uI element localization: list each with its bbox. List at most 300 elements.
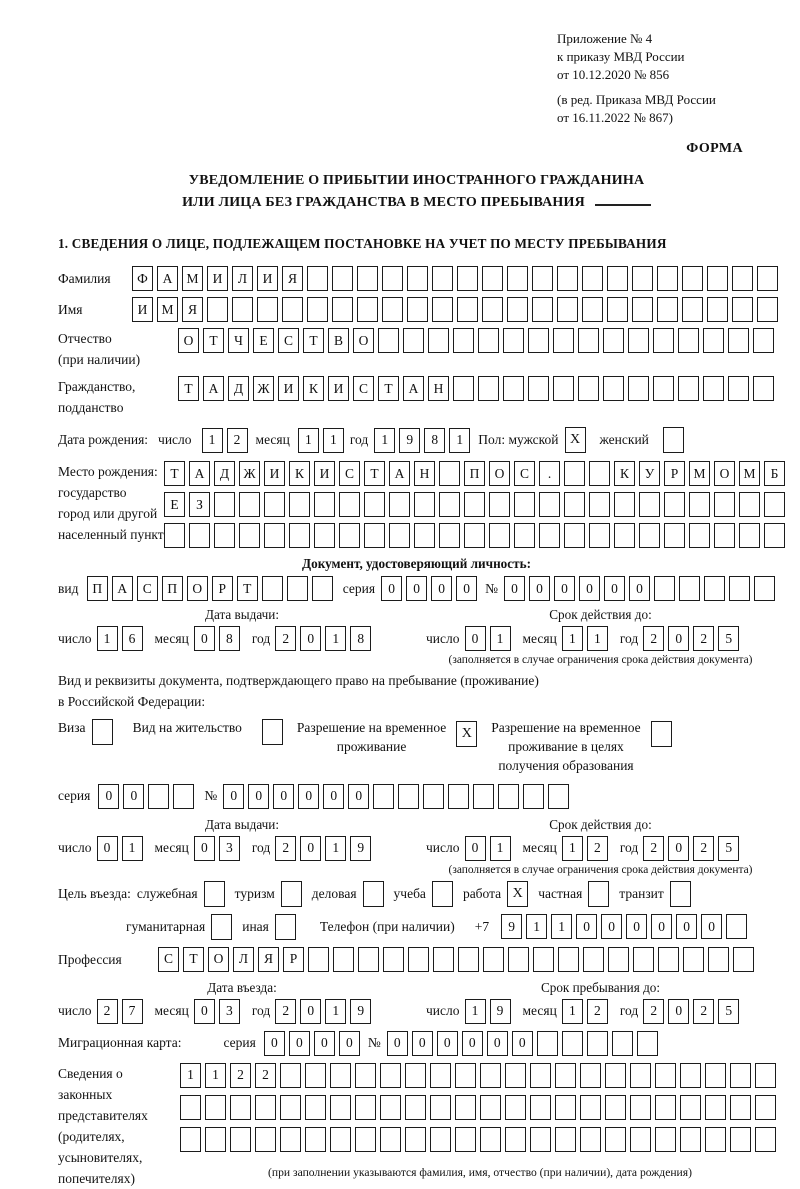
char-cell[interactable]: [580, 1063, 601, 1088]
char-cell[interactable]: 2: [643, 836, 664, 861]
char-cell[interactable]: И: [132, 297, 153, 322]
char-cell[interactable]: [539, 523, 560, 548]
char-cell[interactable]: [730, 1127, 751, 1152]
char-cell[interactable]: [764, 523, 785, 548]
char-cell[interactable]: [755, 1095, 776, 1120]
char-cell[interactable]: [287, 576, 308, 601]
char-cell[interactable]: [407, 297, 428, 322]
char-cell[interactable]: [378, 328, 399, 353]
char-cell[interactable]: [307, 297, 328, 322]
char-cell[interactable]: [305, 1127, 326, 1152]
char-cell[interactable]: П: [464, 461, 485, 486]
char-cell[interactable]: [403, 328, 424, 353]
char-cell[interactable]: [255, 1095, 276, 1120]
char-cell[interactable]: У: [639, 461, 660, 486]
char-cell[interactable]: [729, 576, 750, 601]
char-cell[interactable]: [653, 376, 674, 401]
char-cell[interactable]: [355, 1063, 376, 1088]
char-cell[interactable]: [380, 1127, 401, 1152]
char-cell[interactable]: [714, 523, 735, 548]
char-cell[interactable]: [314, 523, 335, 548]
char-cell[interactable]: А: [389, 461, 410, 486]
char-cell[interactable]: 1: [562, 836, 583, 861]
char-cell[interactable]: [308, 947, 329, 972]
purpose-business-checkbox[interactable]: [363, 881, 384, 907]
char-cell[interactable]: 2: [693, 836, 714, 861]
char-cell[interactable]: 8: [424, 428, 445, 453]
char-cell[interactable]: [703, 328, 724, 353]
char-cell[interactable]: [730, 1095, 751, 1120]
char-cell[interactable]: В: [328, 328, 349, 353]
char-cell[interactable]: Р: [664, 461, 685, 486]
char-cell[interactable]: [262, 576, 283, 601]
char-cell[interactable]: Н: [428, 376, 449, 401]
char-cell[interactable]: К: [614, 461, 635, 486]
char-cell[interactable]: 0: [437, 1031, 458, 1056]
char-cell[interactable]: 2: [693, 626, 714, 651]
char-cell[interactable]: М: [689, 461, 710, 486]
char-cell[interactable]: [607, 297, 628, 322]
char-cell[interactable]: 0: [504, 576, 525, 601]
char-cell[interactable]: [514, 492, 535, 517]
char-cell[interactable]: 0: [406, 576, 427, 601]
char-cell[interactable]: 1: [562, 999, 583, 1024]
char-cell[interactable]: [639, 523, 660, 548]
char-cell[interactable]: 0: [339, 1031, 360, 1056]
char-cell[interactable]: И: [207, 266, 228, 291]
char-cell[interactable]: [332, 297, 353, 322]
char-cell[interactable]: [707, 297, 728, 322]
char-cell[interactable]: [414, 523, 435, 548]
char-cell[interactable]: [357, 297, 378, 322]
char-cell[interactable]: [582, 266, 603, 291]
purpose-other-checkbox[interactable]: [275, 914, 296, 940]
char-cell[interactable]: [405, 1063, 426, 1088]
char-cell[interactable]: [357, 266, 378, 291]
char-cell[interactable]: Т: [164, 461, 185, 486]
char-cell[interactable]: [757, 266, 778, 291]
char-cell[interactable]: [553, 328, 574, 353]
char-cell[interactable]: 1: [374, 428, 395, 453]
char-cell[interactable]: 0: [387, 1031, 408, 1056]
char-cell[interactable]: [478, 328, 499, 353]
char-cell[interactable]: [732, 297, 753, 322]
residence-permit-checkbox[interactable]: [262, 719, 283, 745]
char-cell[interactable]: 1: [122, 836, 143, 861]
char-cell[interactable]: [433, 947, 454, 972]
char-cell[interactable]: 6: [122, 626, 143, 651]
char-cell[interactable]: [507, 266, 528, 291]
char-cell[interactable]: 1: [526, 914, 547, 939]
char-cell[interactable]: [180, 1095, 201, 1120]
char-cell[interactable]: [439, 461, 460, 486]
char-cell[interactable]: [432, 297, 453, 322]
char-cell[interactable]: 0: [264, 1031, 285, 1056]
char-cell[interactable]: 0: [601, 914, 622, 939]
char-cell[interactable]: [439, 492, 460, 517]
char-cell[interactable]: [680, 1095, 701, 1120]
char-cell[interactable]: [214, 492, 235, 517]
char-cell[interactable]: [482, 266, 503, 291]
char-cell[interactable]: [637, 1031, 658, 1056]
char-cell[interactable]: [603, 376, 624, 401]
char-cell[interactable]: [679, 576, 700, 601]
char-cell[interactable]: [587, 1031, 608, 1056]
char-cell[interactable]: 0: [248, 784, 269, 809]
char-cell[interactable]: Т: [178, 376, 199, 401]
char-cell[interactable]: 0: [604, 576, 625, 601]
char-cell[interactable]: 0: [626, 914, 647, 939]
char-cell[interactable]: [239, 523, 260, 548]
char-cell[interactable]: 2: [230, 1063, 251, 1088]
char-cell[interactable]: [726, 914, 747, 939]
char-cell[interactable]: [739, 492, 760, 517]
char-cell[interactable]: [205, 1127, 226, 1152]
char-cell[interactable]: 5: [718, 999, 739, 1024]
char-cell[interactable]: Я: [282, 266, 303, 291]
char-cell[interactable]: [314, 492, 335, 517]
char-cell[interactable]: 0: [300, 626, 321, 651]
char-cell[interactable]: [689, 492, 710, 517]
char-cell[interactable]: [689, 523, 710, 548]
char-cell[interactable]: [583, 947, 604, 972]
char-cell[interactable]: [330, 1063, 351, 1088]
char-cell[interactable]: [655, 1063, 676, 1088]
char-cell[interactable]: [480, 1095, 501, 1120]
char-cell[interactable]: [548, 784, 569, 809]
char-cell[interactable]: 9: [350, 999, 371, 1024]
char-cell[interactable]: [632, 297, 653, 322]
char-cell[interactable]: [632, 266, 653, 291]
char-cell[interactable]: [289, 492, 310, 517]
char-cell[interactable]: С: [339, 461, 360, 486]
char-cell[interactable]: [580, 1095, 601, 1120]
char-cell[interactable]: [557, 297, 578, 322]
char-cell[interactable]: [605, 1063, 626, 1088]
char-cell[interactable]: [537, 1031, 558, 1056]
char-cell[interactable]: [503, 376, 524, 401]
char-cell[interactable]: 0: [98, 784, 119, 809]
char-cell[interactable]: 0: [579, 576, 600, 601]
char-cell[interactable]: [580, 1127, 601, 1152]
char-cell[interactable]: [432, 266, 453, 291]
char-cell[interactable]: [505, 1127, 526, 1152]
char-cell[interactable]: [473, 784, 494, 809]
char-cell[interactable]: [364, 523, 385, 548]
char-cell[interactable]: [530, 1127, 551, 1152]
char-cell[interactable]: [682, 266, 703, 291]
char-cell[interactable]: [405, 1095, 426, 1120]
char-cell[interactable]: [205, 1095, 226, 1120]
char-cell[interactable]: Ж: [239, 461, 260, 486]
char-cell[interactable]: [714, 492, 735, 517]
char-cell[interactable]: 1: [551, 914, 572, 939]
char-cell[interactable]: [705, 1063, 726, 1088]
char-cell[interactable]: 3: [219, 836, 240, 861]
char-cell[interactable]: 0: [668, 836, 689, 861]
char-cell[interactable]: [382, 297, 403, 322]
char-cell[interactable]: [507, 297, 528, 322]
char-cell[interactable]: [380, 1063, 401, 1088]
char-cell[interactable]: [330, 1095, 351, 1120]
char-cell[interactable]: [589, 492, 610, 517]
char-cell[interactable]: [480, 1127, 501, 1152]
char-cell[interactable]: [628, 376, 649, 401]
char-cell[interactable]: 0: [123, 784, 144, 809]
char-cell[interactable]: 8: [219, 626, 240, 651]
char-cell[interactable]: 3: [219, 999, 240, 1024]
char-cell[interactable]: [505, 1095, 526, 1120]
char-cell[interactable]: [307, 266, 328, 291]
char-cell[interactable]: 2: [693, 999, 714, 1024]
char-cell[interactable]: [264, 523, 285, 548]
char-cell[interactable]: 7: [122, 999, 143, 1024]
char-cell[interactable]: [282, 297, 303, 322]
char-cell[interactable]: [382, 266, 403, 291]
char-cell[interactable]: [589, 461, 610, 486]
char-cell[interactable]: [680, 1127, 701, 1152]
char-cell[interactable]: Т: [303, 328, 324, 353]
char-cell[interactable]: [330, 1127, 351, 1152]
char-cell[interactable]: Т: [237, 576, 258, 601]
char-cell[interactable]: [639, 492, 660, 517]
char-cell[interactable]: [358, 947, 379, 972]
char-cell[interactable]: [630, 1127, 651, 1152]
char-cell[interactable]: С: [353, 376, 374, 401]
sex-female-checkbox[interactable]: [663, 427, 684, 453]
char-cell[interactable]: [680, 1063, 701, 1088]
char-cell[interactable]: [380, 1095, 401, 1120]
char-cell[interactable]: [733, 947, 754, 972]
char-cell[interactable]: Д: [214, 461, 235, 486]
char-cell[interactable]: Е: [253, 328, 274, 353]
char-cell[interactable]: М: [157, 297, 178, 322]
char-cell[interactable]: А: [189, 461, 210, 486]
char-cell[interactable]: [704, 576, 725, 601]
char-cell[interactable]: [389, 523, 410, 548]
char-cell[interactable]: [562, 1031, 583, 1056]
char-cell[interactable]: [173, 784, 194, 809]
char-cell[interactable]: 0: [298, 784, 319, 809]
char-cell[interactable]: [289, 523, 310, 548]
char-cell[interactable]: 1: [562, 626, 583, 651]
char-cell[interactable]: [655, 1127, 676, 1152]
char-cell[interactable]: [678, 376, 699, 401]
char-cell[interactable]: [453, 328, 474, 353]
char-cell[interactable]: [564, 523, 585, 548]
char-cell[interactable]: 0: [314, 1031, 335, 1056]
purpose-work-checkbox[interactable]: X: [507, 881, 528, 907]
char-cell[interactable]: [505, 1063, 526, 1088]
char-cell[interactable]: Л: [233, 947, 254, 972]
char-cell[interactable]: И: [314, 461, 335, 486]
char-cell[interactable]: [558, 947, 579, 972]
char-cell[interactable]: [305, 1095, 326, 1120]
char-cell[interactable]: И: [328, 376, 349, 401]
char-cell[interactable]: [239, 492, 260, 517]
char-cell[interactable]: А: [403, 376, 424, 401]
char-cell[interactable]: [389, 492, 410, 517]
char-cell[interactable]: 0: [323, 784, 344, 809]
char-cell[interactable]: [608, 947, 629, 972]
char-cell[interactable]: 2: [227, 428, 248, 453]
char-cell[interactable]: [630, 1095, 651, 1120]
char-cell[interactable]: Р: [212, 576, 233, 601]
char-cell[interactable]: [508, 947, 529, 972]
char-cell[interactable]: [530, 1095, 551, 1120]
char-cell[interactable]: 2: [275, 999, 296, 1024]
char-cell[interactable]: [555, 1063, 576, 1088]
char-cell[interactable]: [439, 523, 460, 548]
char-cell[interactable]: [705, 1095, 726, 1120]
char-cell[interactable]: [739, 523, 760, 548]
char-cell[interactable]: 0: [194, 999, 215, 1024]
char-cell[interactable]: [483, 947, 504, 972]
char-cell[interactable]: [257, 297, 278, 322]
char-cell[interactable]: 0: [701, 914, 722, 939]
char-cell[interactable]: П: [162, 576, 183, 601]
char-cell[interactable]: 1: [325, 626, 346, 651]
char-cell[interactable]: 0: [97, 836, 118, 861]
char-cell[interactable]: 0: [289, 1031, 310, 1056]
char-cell[interactable]: Ч: [228, 328, 249, 353]
char-cell[interactable]: С: [158, 947, 179, 972]
purpose-private-checkbox[interactable]: [588, 881, 609, 907]
char-cell[interactable]: 0: [381, 576, 402, 601]
char-cell[interactable]: [383, 947, 404, 972]
char-cell[interactable]: [612, 1031, 633, 1056]
char-cell[interactable]: О: [178, 328, 199, 353]
visa-checkbox[interactable]: [92, 719, 113, 745]
char-cell[interactable]: [655, 1095, 676, 1120]
char-cell[interactable]: С: [278, 328, 299, 353]
char-cell[interactable]: [603, 328, 624, 353]
char-cell[interactable]: [708, 947, 729, 972]
char-cell[interactable]: [164, 523, 185, 548]
char-cell[interactable]: Т: [203, 328, 224, 353]
char-cell[interactable]: 2: [587, 999, 608, 1024]
char-cell[interactable]: [728, 328, 749, 353]
char-cell[interactable]: [614, 523, 635, 548]
char-cell[interactable]: [312, 576, 333, 601]
char-cell[interactable]: [732, 266, 753, 291]
char-cell[interactable]: Р: [283, 947, 304, 972]
char-cell[interactable]: 1: [325, 836, 346, 861]
char-cell[interactable]: 0: [651, 914, 672, 939]
char-cell[interactable]: [614, 492, 635, 517]
char-cell[interactable]: [453, 376, 474, 401]
char-cell[interactable]: 0: [529, 576, 550, 601]
char-cell[interactable]: [355, 1127, 376, 1152]
char-cell[interactable]: 1: [449, 428, 470, 453]
char-cell[interactable]: З: [189, 492, 210, 517]
char-cell[interactable]: 0: [512, 1031, 533, 1056]
char-cell[interactable]: [607, 266, 628, 291]
char-cell[interactable]: 9: [501, 914, 522, 939]
char-cell[interactable]: С: [137, 576, 158, 601]
char-cell[interactable]: Ф: [132, 266, 153, 291]
char-cell[interactable]: [582, 297, 603, 322]
char-cell[interactable]: [189, 523, 210, 548]
char-cell[interactable]: 0: [629, 576, 650, 601]
char-cell[interactable]: [455, 1063, 476, 1088]
char-cell[interactable]: [373, 784, 394, 809]
char-cell[interactable]: [755, 1127, 776, 1152]
char-cell[interactable]: [557, 266, 578, 291]
char-cell[interactable]: [528, 328, 549, 353]
char-cell[interactable]: [428, 328, 449, 353]
char-cell[interactable]: [605, 1127, 626, 1152]
char-cell[interactable]: [730, 1063, 751, 1088]
char-cell[interactable]: 1: [490, 626, 511, 651]
char-cell[interactable]: Ж: [253, 376, 274, 401]
char-cell[interactable]: М: [182, 266, 203, 291]
char-cell[interactable]: [654, 576, 675, 601]
char-cell[interactable]: 0: [554, 576, 575, 601]
char-cell[interactable]: И: [278, 376, 299, 401]
char-cell[interactable]: 1: [587, 626, 608, 651]
char-cell[interactable]: 0: [465, 626, 486, 651]
char-cell[interactable]: [589, 523, 610, 548]
char-cell[interactable]: 2: [643, 626, 664, 651]
char-cell[interactable]: [564, 461, 585, 486]
char-cell[interactable]: 9: [490, 999, 511, 1024]
char-cell[interactable]: Л: [232, 266, 253, 291]
char-cell[interactable]: [757, 297, 778, 322]
char-cell[interactable]: 1: [323, 428, 344, 453]
char-cell[interactable]: 0: [431, 576, 452, 601]
char-cell[interactable]: 0: [300, 999, 321, 1024]
char-cell[interactable]: [339, 523, 360, 548]
char-cell[interactable]: [564, 492, 585, 517]
char-cell[interactable]: [264, 492, 285, 517]
purpose-tourism-checkbox[interactable]: [281, 881, 302, 907]
char-cell[interactable]: 1: [205, 1063, 226, 1088]
char-cell[interactable]: [408, 947, 429, 972]
char-cell[interactable]: Я: [258, 947, 279, 972]
char-cell[interactable]: [355, 1095, 376, 1120]
char-cell[interactable]: [514, 523, 535, 548]
char-cell[interactable]: [255, 1127, 276, 1152]
char-cell[interactable]: К: [289, 461, 310, 486]
char-cell[interactable]: [280, 1095, 301, 1120]
char-cell[interactable]: 1: [298, 428, 319, 453]
char-cell[interactable]: 2: [643, 999, 664, 1024]
purpose-transit-checkbox[interactable]: [670, 881, 691, 907]
char-cell[interactable]: [464, 523, 485, 548]
char-cell[interactable]: 5: [718, 626, 739, 651]
char-cell[interactable]: 0: [576, 914, 597, 939]
char-cell[interactable]: [230, 1127, 251, 1152]
char-cell[interactable]: [533, 947, 554, 972]
char-cell[interactable]: М: [739, 461, 760, 486]
char-cell[interactable]: 0: [462, 1031, 483, 1056]
char-cell[interactable]: [532, 266, 553, 291]
char-cell[interactable]: .: [539, 461, 560, 486]
char-cell[interactable]: А: [203, 376, 224, 401]
char-cell[interactable]: 1: [465, 999, 486, 1024]
char-cell[interactable]: [232, 297, 253, 322]
char-cell[interactable]: 2: [97, 999, 118, 1024]
char-cell[interactable]: [678, 328, 699, 353]
char-cell[interactable]: [448, 784, 469, 809]
char-cell[interactable]: [180, 1127, 201, 1152]
char-cell[interactable]: [633, 947, 654, 972]
char-cell[interactable]: Д: [228, 376, 249, 401]
char-cell[interactable]: И: [257, 266, 278, 291]
char-cell[interactable]: [398, 784, 419, 809]
char-cell[interactable]: 0: [223, 784, 244, 809]
